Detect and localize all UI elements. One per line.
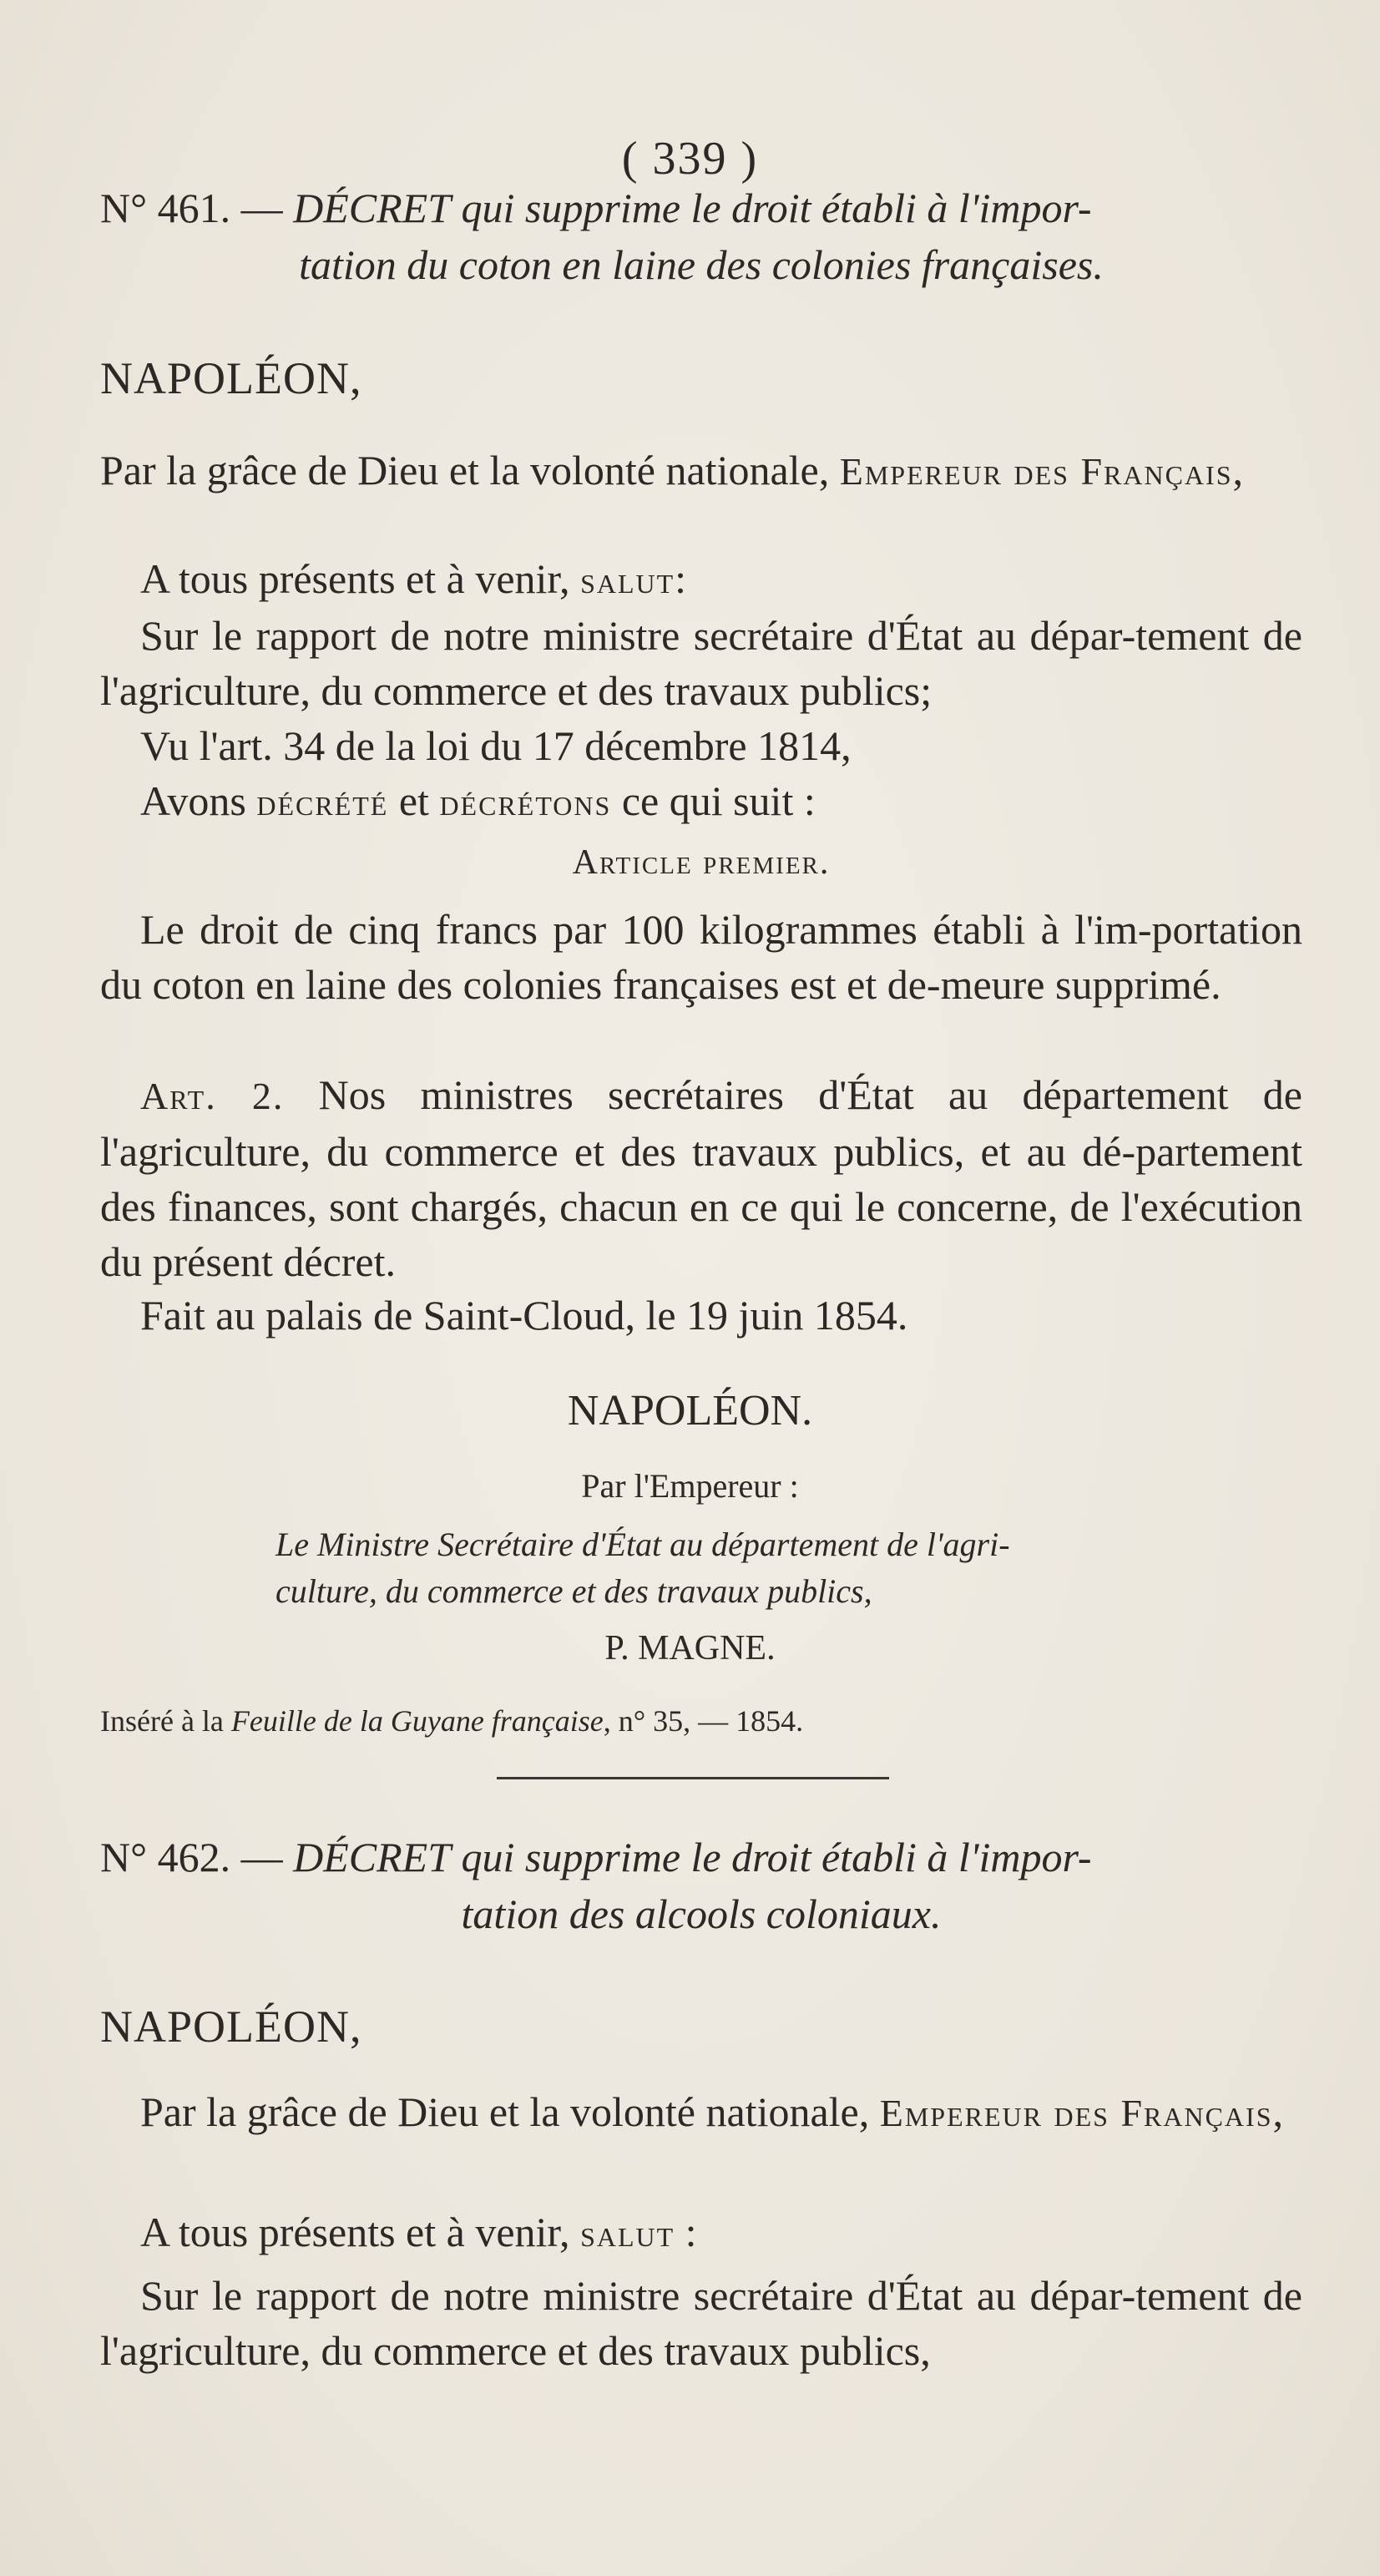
entry-461-grace-text: Par la grâce de Dieu et la volonté nationale, bbox=[100, 447, 840, 493]
entry-462-grace-text: Par la grâce de Dieu et la volonté nationale, bbox=[140, 2088, 880, 2135]
entry-461-heading bbox=[100, 180, 1302, 293]
entry-462-grace bbox=[100, 2084, 1302, 2141]
entry-461-title-word: DÉCRET bbox=[293, 185, 452, 231]
entry-461-par-empereur: Par l'Empereur : bbox=[581, 1467, 799, 1505]
entry-462-salut-word: salut bbox=[580, 2212, 675, 2255]
entry-461-ruler: NAPOLÉON, bbox=[100, 353, 362, 403]
entry-461-number: N° 461. bbox=[100, 185, 231, 231]
entry-462-ruler: NAPOLÉON, bbox=[100, 2002, 362, 2052]
entry-461-minister-name: P. MAGNE. bbox=[604, 1629, 776, 1668]
entry-461-dash: — bbox=[240, 185, 283, 231]
entry-461-fait: Fait au palais de Saint-Cloud, le 19 juin 1854. bbox=[140, 1292, 908, 1339]
entry-461-salut-text: A tous présents et à venir, bbox=[140, 555, 581, 602]
entry-461-grace bbox=[100, 443, 1302, 499]
entry-461-decretons: décrétons bbox=[439, 781, 612, 823]
entry-462-salut-text: A tous présents et à venir, bbox=[140, 2209, 581, 2255]
entry-461-salut bbox=[100, 551, 1302, 608]
entry-461-title-line2: tation du coton en laine des colonies françaises. bbox=[299, 241, 1104, 288]
entry-461-avons-mid: et bbox=[388, 777, 440, 824]
entry-461-minister bbox=[275, 1521, 1227, 1615]
entry-462-number: N° 462. bbox=[100, 1834, 231, 1880]
entry-462-title-line1: qui supprime le droit établi à l'impor- bbox=[461, 1834, 1092, 1880]
entry-461-grace-end: , bbox=[1232, 447, 1243, 493]
entry-461-avons bbox=[100, 773, 1302, 830]
entry-461-avons-end: ce qui suit : bbox=[611, 777, 816, 824]
entry-461-salut-end: : bbox=[675, 555, 687, 602]
entry-462-grace-title: Empereur des Français bbox=[879, 2092, 1273, 2134]
entry-461-minister-line2: culture, du commerce et des travaux publics, bbox=[275, 1572, 872, 1610]
entry-462-title-word: DÉCRET bbox=[293, 1834, 452, 1880]
entry-461-salut-word: salut bbox=[580, 559, 675, 601]
entry-461-article2 bbox=[100, 1067, 1302, 1289]
entry-461-grace-title: Empereur des Français bbox=[839, 450, 1233, 493]
entry-461-article2-text: Nos ministres secrétaires d'État au département de l'agriculture, du commerce et des travaux publics, et au dé-partement des finances, sont chargés, chacun en ce qui le concerne, de l'exécution du présent décret. bbox=[100, 1071, 1302, 1285]
entry-461-article1-text: Le droit de cinq francs par 100 kilogrammes établi à l'im-portation du coton en laine des colonies françaises est et de-meure supprimé. bbox=[100, 906, 1302, 1008]
entry-461-article2-label: Art. 2. bbox=[140, 1075, 285, 1117]
entry-461-insere-publication: Feuille de la Guyane française bbox=[230, 1704, 604, 1738]
entry-461-minister-line1: Le Ministre Secrétaire d'État au département de l'agri- bbox=[275, 1526, 1010, 1563]
entry-461-decrete: décrété bbox=[256, 781, 389, 823]
entry-462-rapport: Sur le rapport de notre ministre secrétaire d'État au dépar-tement de l'agriculture, du commerce et des travaux publics, bbox=[100, 2272, 1302, 2374]
entry-462-salut-end: : bbox=[675, 2209, 697, 2255]
entry-461-avons-text: Avons bbox=[140, 777, 257, 824]
entry-461-article-premier: Article premier. bbox=[572, 843, 831, 882]
entry-461-vu: Vu l'art. 34 de la loi du 17 décembre 1814, bbox=[140, 722, 852, 769]
entry-462-salut bbox=[100, 2204, 1302, 2261]
separator-rule bbox=[497, 1777, 889, 1779]
entry-462-dash: — bbox=[240, 1834, 283, 1880]
entry-461-rapport: Sur le rapport de notre ministre secrétaire d'État au dépar-tement de l'agriculture, du commerce et des travaux publics; bbox=[100, 612, 1302, 714]
entry-462-grace-end: , bbox=[1272, 2088, 1283, 2135]
entry-462-title-line2: tation des alcools coloniaux. bbox=[461, 1890, 942, 1937]
entry-461-insere bbox=[100, 1703, 803, 1738]
entry-461-insere-text: Inséré à la bbox=[100, 1704, 231, 1738]
page-number: ( 339 ) bbox=[621, 133, 759, 185]
entry-461-title-line1: qui supprime le droit établi à l'impor- bbox=[461, 185, 1092, 231]
entry-462-heading bbox=[100, 1829, 1302, 1942]
entry-461-insere-end: , n° 35, — 1854. bbox=[603, 1704, 804, 1738]
entry-461-signature: NAPOLÉON. bbox=[567, 1387, 813, 1435]
